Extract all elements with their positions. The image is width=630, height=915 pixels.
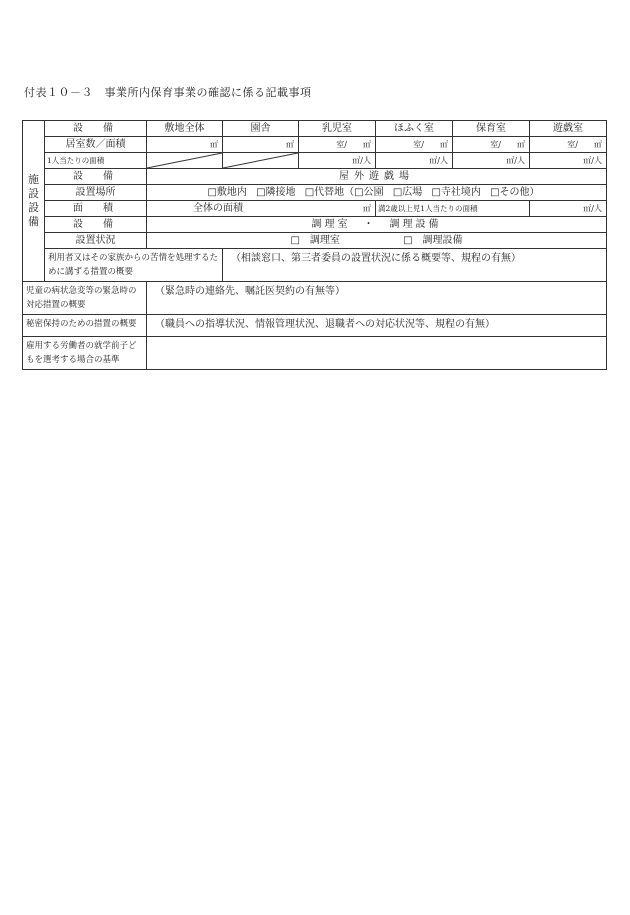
crawling-room-area-cell[interactable]: 室/ ㎡	[376, 137, 453, 153]
checkbox-temple-grounds[interactable]: □寺社境内	[431, 186, 481, 198]
column-crawling-room: ほふく室	[376, 121, 453, 137]
site-whole-area-cell[interactable]: ㎡	[147, 137, 223, 153]
infant-room-per-person-cell[interactable]: ㎡/人	[299, 153, 376, 169]
location-options	[147, 185, 607, 201]
column-play-room: 遊戯室	[530, 121, 607, 137]
kitchen-header-row	[23, 217, 607, 233]
checkbox-alternative-park[interactable]: □代替地（□公園	[304, 186, 384, 198]
building-area-cell[interactable]: ㎡	[223, 137, 299, 153]
checkbox-other[interactable]: □その他）	[490, 186, 540, 198]
checkbox-square[interactable]: □広場	[392, 186, 423, 198]
column-infant-room: 乳児室	[299, 121, 376, 137]
outdoor-playground-label: 屋外遊戯場	[147, 169, 607, 185]
nursery-room-area-cell[interactable]: 室/ ㎡	[453, 137, 530, 153]
row-label-equipment-2: 設 備	[45, 169, 147, 185]
row-label-status: 設置状況	[45, 233, 147, 249]
outdoor-header-row	[23, 169, 607, 185]
checkbox-site-inside[interactable]: □敷地内	[207, 186, 247, 198]
column-nursery-room: 保育室	[453, 121, 530, 137]
over2-area-label: 満2歳以上児1人当たりの面積	[376, 201, 530, 217]
form-title: 付表１０－３ 事業所内保育事業の確認に係る記載事項	[24, 86, 312, 99]
row-label-equipment: 設 備	[45, 121, 147, 137]
area-row	[23, 201, 607, 217]
total-area-cell[interactable]	[147, 201, 376, 217]
per-person-diagonal-building	[223, 153, 299, 169]
section-row	[23, 337, 607, 370]
status-row	[23, 233, 607, 249]
section-label-selection-criteria: 雇用する労働者の就学前子どもを選考する場合の基準	[23, 337, 147, 370]
section-row	[23, 249, 607, 282]
section-value-selection-criteria[interactable]	[147, 337, 607, 370]
kitchen-label: 調理室 ・ 調理設備	[147, 217, 607, 233]
play-room-area-cell[interactable]: 室/ ㎡	[530, 137, 607, 153]
facility-side-label: 施 設 設 備	[23, 121, 45, 282]
play-room-per-person-cell[interactable]: ㎡/人	[530, 153, 607, 169]
checkbox-kitchen-room[interactable]: □ 調理室	[290, 234, 340, 246]
checkbox-adjacent[interactable]: □隣接地	[256, 186, 296, 198]
section-label-confidentiality: 秘密保持のための措置の概要	[23, 315, 147, 337]
over2-area-cell[interactable]: ㎡/人	[530, 201, 607, 217]
per-person-diagonal-site	[147, 153, 223, 169]
rooms-area-row	[23, 137, 607, 153]
section-value-confidentiality[interactable]: （職員への指導状況、情報管理状況、退職者への対応状況等、規程の有無）	[147, 315, 607, 337]
column-building: 園舎	[223, 121, 299, 137]
section-value-complaints[interactable]: （相談窓口、第三者委員の設置状況に係る概要等、規程の有無）	[223, 249, 607, 282]
status-options	[147, 233, 607, 249]
nursery-room-per-person-cell[interactable]: ㎡/人	[453, 153, 530, 169]
row-label-per-person-area: 1人当たりの面積	[45, 153, 147, 169]
row-label-equipment-3: 設 備	[45, 217, 147, 233]
total-area-label: 全体の面積	[193, 202, 243, 214]
row-label-location: 設置場所	[45, 185, 147, 201]
section-label-emergency: 児童の病状急変等の緊急時の対応措置の概要	[23, 282, 147, 315]
per-person-area-row	[23, 153, 607, 169]
infant-room-area-cell[interactable]: 室/ ㎡	[299, 137, 376, 153]
location-row	[23, 185, 607, 201]
equipment-header-row	[23, 121, 607, 137]
section-row	[23, 315, 607, 337]
section-row	[23, 282, 607, 315]
column-site-whole: 敷地全体	[147, 121, 223, 137]
row-label-rooms-area: 居室数／面積	[45, 137, 147, 153]
total-area-unit: ㎡	[363, 203, 371, 213]
section-label-complaints: 利用者又はその家族からの苦情を処理するために講ずる措置の概要	[45, 249, 223, 282]
diagonal-line-icon	[223, 153, 298, 168]
checkbox-kitchen-equipment[interactable]: □ 調理設備	[403, 234, 463, 246]
diagonal-line-icon	[147, 153, 222, 168]
form-table	[22, 120, 607, 370]
row-label-area: 面 積	[45, 201, 147, 217]
section-value-emergency[interactable]: （緊急時の連絡先、嘱託医契約の有無等）	[147, 282, 607, 315]
crawling-room-per-person-cell[interactable]: ㎡/人	[376, 153, 453, 169]
